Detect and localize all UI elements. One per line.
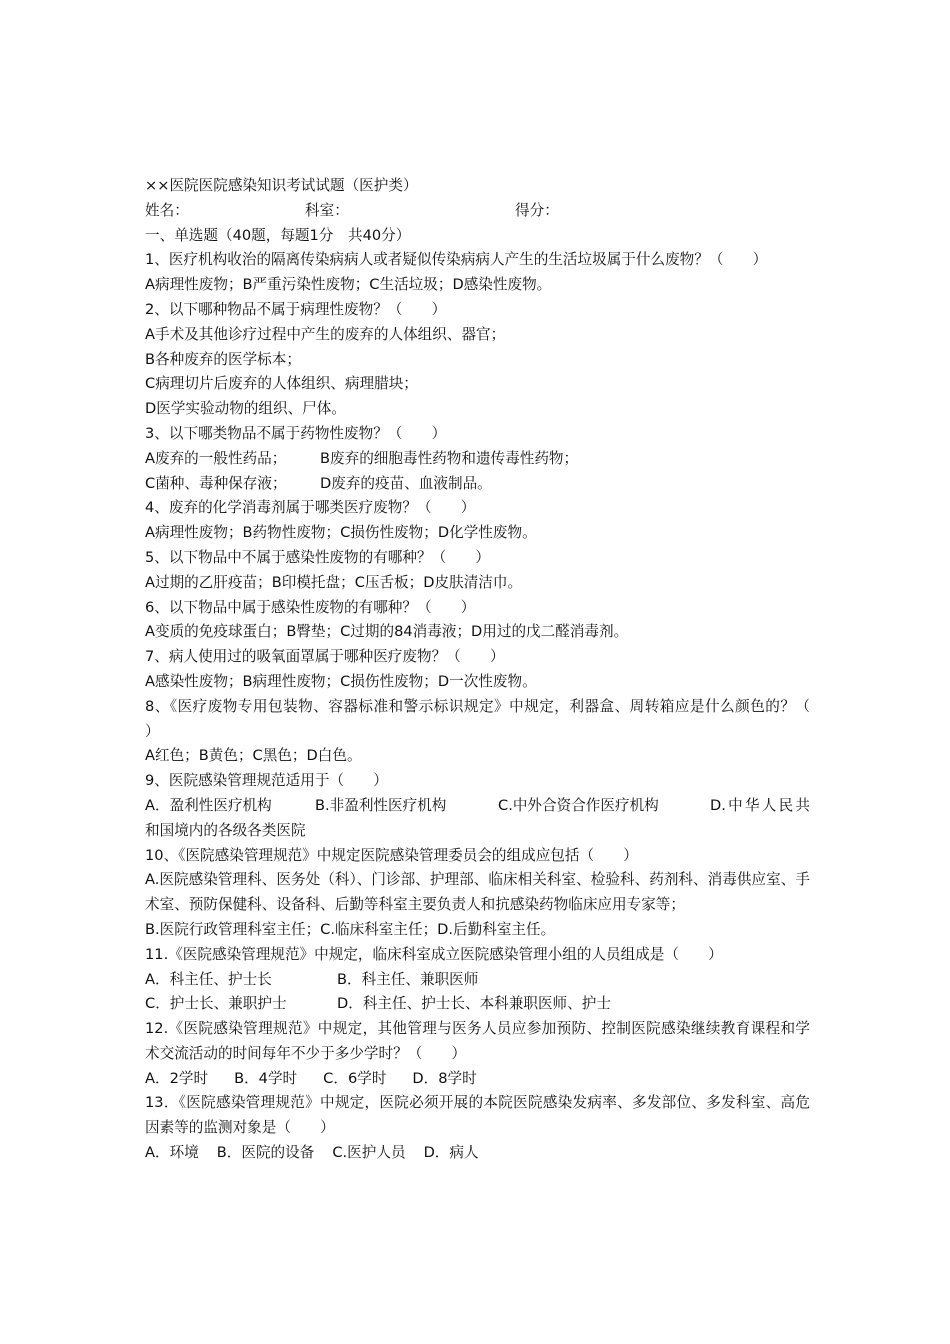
question-3-options-row-2 xyxy=(145,472,810,497)
question-13-option-c: C.医护人员 xyxy=(332,1144,406,1162)
question-9-option-d: D.中华人民共和国境内的各级各类医院 xyxy=(145,796,810,839)
question-7: 7、病人使用过的吸氧面罩属于哪种医疗废物？（ ） xyxy=(145,648,505,666)
question-5: 5、以下物品中不属于感染性废物的有哪种？（ ） xyxy=(145,548,490,566)
question-12-options xyxy=(145,1067,810,1092)
question-12-option-b: B．4学时 xyxy=(234,1069,298,1087)
question-11-options-row-1 xyxy=(145,968,810,993)
question-12-option-a: A．2学时 xyxy=(145,1069,209,1087)
question-12-option-d: D．8学时 xyxy=(412,1069,477,1087)
question-5-options: A过期的乙肝疫苗；B印模托盘；C压舌板；D皮肤清洁巾。 xyxy=(145,573,523,591)
question-11-option-c: C．护士长、兼职护士 xyxy=(145,995,287,1013)
question-9-option-a: A．盈利性医疗机构 xyxy=(145,796,272,814)
question-4-options: A病理性废物；B药物性废物；C损伤性废物；D化学性废物。 xyxy=(145,524,537,542)
question-11-option-b: B．科主任、兼职医师 xyxy=(337,970,479,988)
question-7-options: A感染性废物；B病理性废物；C损伤性废物；D一次性废物。 xyxy=(145,672,537,690)
question-11-options-row-2 xyxy=(145,992,810,1017)
department-label: 科室： xyxy=(305,201,349,219)
question-3-option-c: C菌种、毒种保存液； xyxy=(145,474,287,492)
question-10-options-bcd: B.医院行政管理科室主任；C.临床科室主任；D.后勤科室主任。 xyxy=(145,920,556,938)
question-1: 1、医疗机构收治的隔离传染病病人或者疑似传染病病人产生的生活垃圾属于什么废物？（ ） xyxy=(145,251,768,269)
question-3-option-d: D废弃的疫苗、血液制品。 xyxy=(320,474,492,492)
question-3-option-a: A废弃的一般性药品； xyxy=(145,449,287,467)
exam-content xyxy=(145,174,840,1166)
question-11-option-d: D．科主任、护士长、本科兼职医师、护士 xyxy=(337,995,611,1013)
exam-header-fields xyxy=(145,199,810,224)
question-10: 10、《医院感染管理规范》中规定医院感染管理委员会的组成应包括（ ） xyxy=(145,846,638,864)
question-2-option-d: D医学实验动物的组织、尸体。 xyxy=(145,400,346,418)
question-2: 2、以下哪种物品不属于病理性废物？（ ） xyxy=(145,300,447,318)
question-6-options: A变质的免疫球蛋白；B臀垫；C过期的84消毒液；D用过的戊二醛消毒剂。 xyxy=(145,623,629,641)
question-9-options xyxy=(145,794,810,844)
question-3: 3、以下哪类物品不属于药物性废物？（ ） xyxy=(145,424,447,442)
question-8-options: A红色；B黄色；C黑色；D白色。 xyxy=(145,747,362,765)
score-label: 得分： xyxy=(515,201,559,219)
question-3-option-b: B废弃的细胞毒性药物和遗传毒性药物； xyxy=(320,449,579,467)
question-11: 11.《医院感染管理规范》中规定，临床科室成立医院感染管理小组的人员组成是（ ） xyxy=(145,945,723,963)
question-2-option-a: A手术及其他诊疗过程中产生的废弃的人体组织、器官； xyxy=(145,325,506,343)
question-9-option-c: C.中外合资合作医疗机构 xyxy=(498,796,659,814)
question-2-option-b: B各种废弃的医学标本； xyxy=(145,350,301,368)
question-13: 13．《医院感染管理规范》中规定，医院必须开展的本院医院感染发病率、多发部位、多发科室、高危因素等的监测对象是（ ） xyxy=(145,1094,810,1137)
question-9-option-b: B.非盈利性医疗机构 xyxy=(315,796,447,814)
question-13-option-a: A．环境 xyxy=(145,1144,199,1162)
question-8: 8、《医疗废物专用包装物、容器标准和警示标识规定》中规定，利器盒、周转箱应是什么颜色的？（ ） xyxy=(145,697,840,740)
question-6: 6、以下物品中属于感染性废物的有哪种？（ ） xyxy=(145,598,476,616)
question-13-option-b: B．医院的设备 xyxy=(216,1144,315,1162)
question-11-option-a: A．科主任、护士长 xyxy=(145,970,272,988)
exam-title: ××医院医院感染知识考试试题（医护类） xyxy=(145,177,418,194)
section-heading: 一、单选题（40题，每题1分 共40分） xyxy=(145,226,411,244)
question-1-options: A病理性废物；B严重污染性废物；C生活垃圾；D感染性废物。 xyxy=(145,276,552,294)
question-13-option-d: D．病人 xyxy=(423,1144,479,1162)
question-9: 9、医院感染管理规范适用于（ ） xyxy=(145,772,388,790)
question-4: 4、废弃的化学消毒剂属于哪类医疗废物？（ ） xyxy=(145,499,476,517)
question-10-option-a: A.医院感染管理科、医务处（科）、门诊部、护理部、临床相关科室、检验科、药剂科、消毒供应室、手术室、预防保健科、设备科、后勤等科室主要负责人和抗感染药物临床应用专家等； xyxy=(145,871,810,914)
name-label: 姓名： xyxy=(145,201,189,219)
question-12-option-c: C．6学时 xyxy=(323,1069,387,1087)
question-3-options-row-1 xyxy=(145,447,810,472)
question-13-options xyxy=(145,1141,810,1166)
question-12: 12.《医院感染管理规范》中规定，其他管理与医务人员应参加预防、控制医院感染继续教育课程和学术交流活动的时间每年不少于多少学时？（ ） xyxy=(145,1020,810,1062)
question-2-option-c: C病理切片后废弃的人体组织、病理腊块； xyxy=(145,375,418,393)
